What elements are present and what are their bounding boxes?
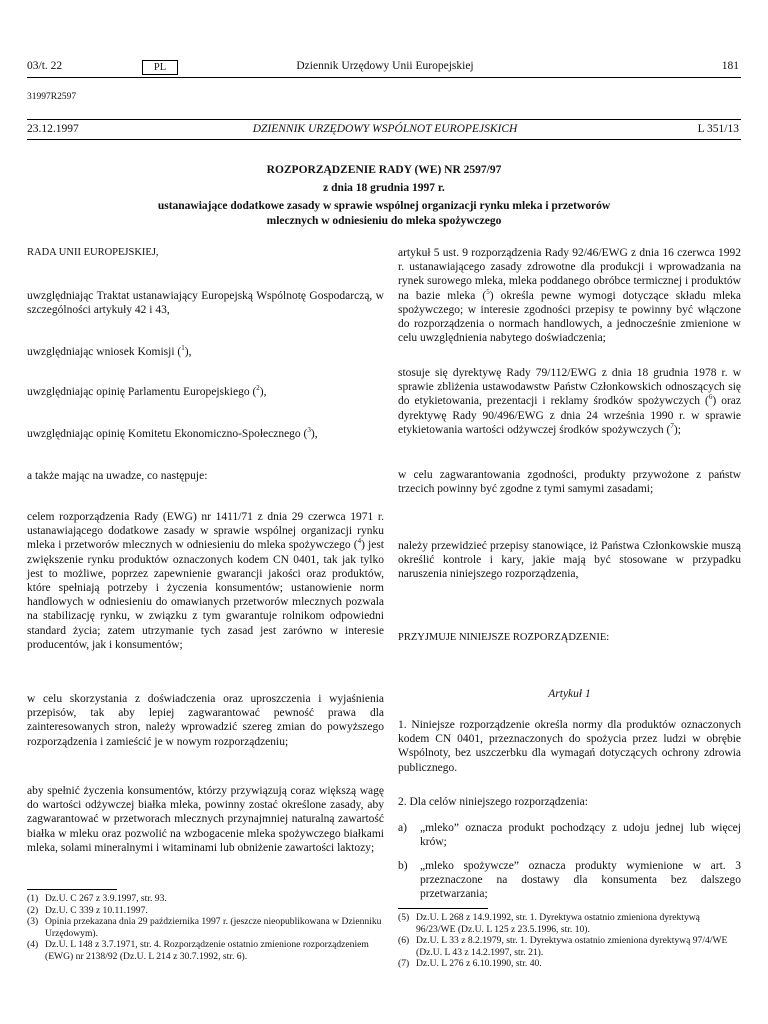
- footnote-5-number: (5): [398, 912, 410, 923]
- footnote-3-number: (3): [27, 916, 39, 928]
- recital-1-rest: ) jest zwiększenie rynku produktów oznaczonych kodem CN 0401, tak jak tylko jest to możliwe, poprzez zapewnienie gwarancji jakości oraz produktów, które spełniają potrzeby i życzenia konsumentów; ustanowienie norm handlowych w odniesieniu do omawianych przetworów mlecznych pozwala na stabilizację rynku, w związku z tym gwarantuje rolnikom odpowiedni standard życia; zatem utrzymanie tych zasad jest zarówno w interesie producentów, jak i konsumentów;: [27, 539, 384, 651]
- footnote-1: [27, 893, 384, 905]
- footnote-ref-7: 7: [670, 421, 674, 430]
- recital-4: [398, 246, 741, 345]
- footnote-5-text: Dz.U. L 268 z 14.9.1992, str. 1. Dyrektywa ostatnio zmieniona dyrektywą 96/23/WE (Dz.U. L 125 z 23.5.1996, str. 10).: [416, 912, 700, 935]
- article-1-paragraph-2: 2. Dla celów niniejszego rozporządzenia:: [398, 796, 588, 808]
- title-line-1: ROZPORZĄDZENIE RADY (WE) NR 2597/97: [266, 164, 502, 176]
- article-1-paragraph-1: 1. Niniejsze rozporządzenie określa normy dla produktów oznaczonych kodem CN 0401, przeznaczonych do spożycia przez ludzi w obrębie Wspólnoty, bez uszczerbku dla wymagań dotyczących ochrony zdrowia publicznego.: [398, 719, 741, 774]
- recital-3: aby spełnić życzenia konsumentów, którzy przywiązują coraz większą wagę do wartości odżywczej białka mleka, powinny zostać określone zasady, aby zagwarantować w przetworach mlecznych przynajmniej naturalną zawartość białka w mleku oraz pozwolić na wzbogacenie mleka spożywczego białkami mleka, solami mineralnymi i witaminami lub obniżenie zawartości laktozy;: [27, 785, 384, 854]
- footnote-3: [27, 916, 384, 939]
- footnote-rule-right: [398, 908, 488, 909]
- footnote-3-text: Opinia przekazana dnia 29 października 1997 r. (jeszcze nieopublikowana w Dzienniku Urzędowym).: [45, 916, 382, 939]
- original-journal-name: DZIENNIK URZĘDOWY WSPÓLNOT EUROPEJSKICH: [252, 123, 518, 135]
- footnote-4-number: (4): [27, 939, 39, 951]
- original-header-bottom-rule: [27, 139, 741, 140]
- recital-4-rest: ) określa pewne wymogi dotyczące składu mleka spożywczego; w interesie zgodności przepisy te powinny być włączone do rozporządzenia o normach handlowych, a jednocześnie zmienione w celu uwzględnienia nabytego doświadczenia;: [398, 289, 741, 345]
- recital-parliament-end: ),: [259, 386, 267, 398]
- original-date: 23.12.1997: [27, 123, 79, 135]
- recital-commission-text: uwzględniając wniosek Komisji (: [27, 346, 182, 358]
- footnote-ref-3: 3: [307, 426, 311, 435]
- recital-committee-text: uwzględniając opinię Komitetu Ekonomiczno-Społecznego (: [27, 428, 308, 440]
- document-title: [60, 163, 708, 228]
- footnote-ref-1: 1: [181, 344, 185, 353]
- footnote-4-text: Dz.U. L 148 z 3.7.1971, str. 4. Rozporządzenie ostatnio zmienione rozporządzeniem (EWG) nr 2138/92 (Dz.U. L 214 z 30.7.1992, str. 6).: [45, 939, 369, 962]
- recital-1: [27, 510, 384, 652]
- footnote-2-number: (2): [27, 904, 39, 916]
- footnote-ref-6: 6: [708, 393, 713, 402]
- volume-number: 03/t. 22: [27, 60, 63, 72]
- recital-5-mid: ) oraz dyrektywę Rady 90/496/EWG z dnia 24 września 1990 r. w sprawie etykietowania wartości odżywczej środków spożywczych (: [398, 395, 741, 436]
- recital-6: w celu zagwarantowania zgodności, produkty przywożone z państw trzecich powinny być zgodne z tymi samymi zasadami;: [398, 469, 741, 496]
- definition-b-text: „mleko spożywcze” oznacza produkty wymienione w art. 3 przeznaczone na dostawy dla konsumenta bez dalszego przetwarzania;: [420, 860, 741, 901]
- definition-a-text: „mleko” oznacza produkt pochodzący z udoju jednej lub więcej krów;: [420, 822, 741, 849]
- footnotes-left: [27, 893, 384, 963]
- title-line-2: z dnia 18 grudnia 1997 r.: [323, 182, 445, 195]
- header-rule: [27, 77, 741, 78]
- recital-committee-end: ),: [310, 428, 318, 440]
- recital-5-end: );: [673, 423, 681, 436]
- council-heading: RADA UNII EUROPEJSKIEJ,: [27, 247, 159, 258]
- footnote-7: [398, 958, 741, 970]
- recital-7: należy przewidzieć przepisy stanowiące, iż Państwa Członkowskie muszą określić kontrole i kary, jakie mają być stosowane w przypadku naruszenia niniejszego rozporządzenia,: [398, 540, 741, 581]
- footnote-ref-5: 5: [486, 287, 490, 296]
- recital-treaty: uwzględniając Traktat ustanawiający Europejską Wspólnotę Gospodarczą, w szczególności artykuły 42 i 43,: [27, 290, 384, 317]
- article-heading: Artykuł 1: [548, 688, 591, 700]
- recital-parliament: [27, 385, 384, 399]
- recital-5-text: stosuje się dyrektywę Rady 79/112/EWG z dnia 18 grudnia 1978 r. w sprawie zbliżenia ustawodawstw Państw Członkowskich odnoszących się do etykietowania, prezentacji i reklamy środków spożywczych (: [398, 367, 741, 408]
- original-header-top-rule: [27, 119, 741, 120]
- footnote-1-number: (1): [27, 893, 39, 904]
- footnote-5: [398, 912, 741, 935]
- recital-committee: [27, 427, 384, 441]
- recital-parliament-text: uwzględniając opinię Parlamentu Europejskiego (: [27, 386, 257, 398]
- title-line-3: ustanawiające dodatkowe zasady w sprawie wspólnej organizacji rynku mleka i przetworów: [157, 200, 611, 213]
- definition-b-label: b): [398, 860, 408, 872]
- footnote-2-text: Dz.U. C 339 z 10.11.1997.: [45, 904, 148, 916]
- recital-5: [398, 366, 741, 437]
- recital-1-text: celem rozporządzenia Rady (EWG) nr 1411/71 z dnia 29 czerwca 1971 r. ustanawiającego dodatkowe zasady w sprawie wspólnej organizacji rynku mleka i przetworów mlecznych w odniesieniu do mleka spożywczego (: [27, 511, 384, 552]
- original-reference: L 351/13: [697, 123, 739, 135]
- footnote-7-text: Dz.U. L 276 z 6.10.1990, str. 40.: [416, 958, 542, 970]
- recital-4-text: artykuł 5 ust. 9 rozporządzenia Rady 92/46/EWG z dnia 16 czerwca 1992 r. ustanawiającego zasady zdrowotne dla produkcji i wprowadzania na rynek surowego mleka, mleka poddanego obróbce termicznej i produktów na bazie mleka (: [398, 247, 741, 302]
- recital-commission-end: ),: [184, 346, 192, 358]
- footnote-1-text: Dz.U. C 267 z 3.9.1997, str. 93.: [45, 893, 167, 904]
- whereas-intro: a także mając na uwadze, co następuje:: [27, 470, 208, 482]
- footnote-6: [398, 935, 741, 958]
- footnote-7-number: (7): [398, 958, 410, 970]
- footnote-2: [27, 905, 384, 917]
- recital-2: w celu skorzystania z doświadczenia oraz uproszczenia i wyjaśnienia przepisów, tak aby lepiej zagwarantować pewność prawa dla zainteresowanych stron, należy wprowadzić szereg zmian do powyższego rozporządzenia i zamieścić je w nowym rozporządzeniu;: [27, 693, 384, 748]
- footnote-ref-2: 2: [256, 384, 260, 393]
- title-line-4: mlecznych w odniesieniu do mleka spożywczego: [266, 214, 502, 227]
- journal-name: Dziennik Urzędowy Unii Europejskiej: [296, 60, 474, 72]
- footnote-4: [27, 939, 384, 962]
- definition-b: [398, 859, 741, 902]
- language-code: PL: [142, 60, 178, 75]
- adoption-formula: PRZYJMUJE NINIEJSZE ROZPORZĄDZENIE:: [398, 632, 610, 643]
- celex-number: 31997R2597: [27, 92, 77, 102]
- definition-a: [398, 821, 741, 849]
- definition-a-label: a): [398, 822, 407, 834]
- footnote-6-number: (6): [398, 935, 410, 947]
- recital-commission: [27, 345, 384, 359]
- footnote-rule-left: [27, 889, 117, 890]
- footnotes-right: [398, 912, 741, 970]
- page-number: 181: [721, 60, 739, 72]
- footnote-6-text: Dz.U. L 33 z 8.2.1979, str. 1. Dyrektywa ostatnio zmieniona dyrektywą 97/4/WE (Dz.U. L 43 z 14.2.1997, str. 21).: [416, 935, 728, 958]
- footnote-ref-4: 4: [357, 537, 362, 546]
